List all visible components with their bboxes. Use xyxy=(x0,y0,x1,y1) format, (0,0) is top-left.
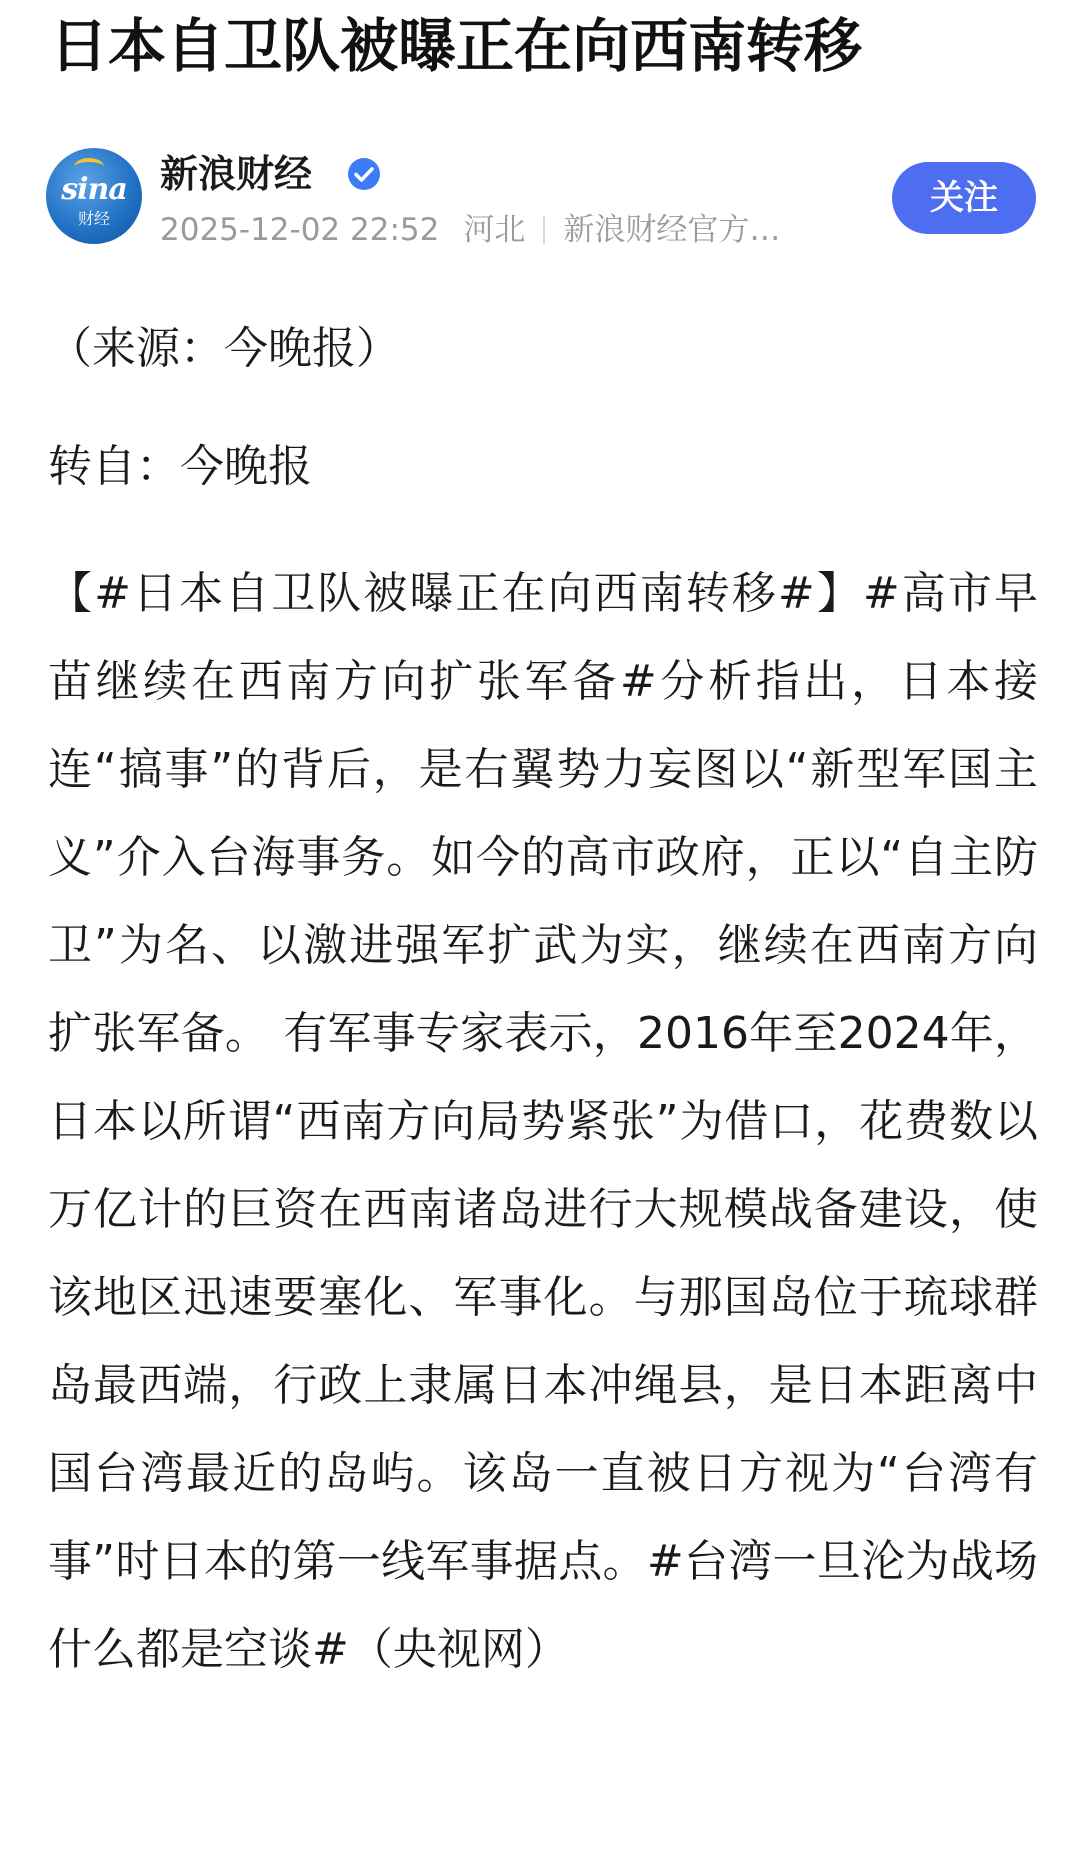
account-description: 新浪财经官方… xyxy=(563,212,781,248)
avatar-logo-subtext: 财经 xyxy=(77,209,110,228)
avatar-logo-text: sina xyxy=(61,172,127,207)
verified-check-icon xyxy=(346,156,382,192)
author-avatar[interactable] xyxy=(46,148,142,244)
article-meta xyxy=(160,208,780,252)
meta-divider xyxy=(543,216,545,244)
article-body: 【#日本自卫队被曝正在向西南转移#】#高市早苗继续在西南方向扩张军备#分析指出，日本接连“搞事”的背后，是右翼势力妄图以“新型军国主义”介入台海事务。如今的高市政府，正以“自主防卫”为名、以激进强军扩武为实，继续在西南方向扩张军备。 有军事专家表示，2016年至2024年，日本以所谓“西南方向局势紧张”为借口，花费数以万亿计的巨资在西南诸岛进行大规模战备建设，使该地区迅速要塞化、军事化。与那国岛位于琉球群岛最西端，行政上隶属日本冲绳县，是日本距离中国台湾最近的岛屿。该岛一直被日方视为“台湾有事”时日本的第一线军事据点。#台湾一旦沦为战场什么都是空谈#（央视网） xyxy=(48,568,1038,1675)
publish-datetime: 2025-12-02 22:52 xyxy=(160,212,440,248)
follow-button[interactable]: 关注 xyxy=(892,162,1036,234)
publish-location: 河北 xyxy=(463,212,526,248)
author-header xyxy=(46,148,1036,258)
article-title: 日本自卫队被曝正在向西南转移 xyxy=(50,12,863,80)
source-line: （来源：今晚报） xyxy=(48,323,400,374)
repost-line: 转自：今晚报 xyxy=(48,441,312,492)
author-name[interactable]: 新浪财经 xyxy=(160,152,313,196)
